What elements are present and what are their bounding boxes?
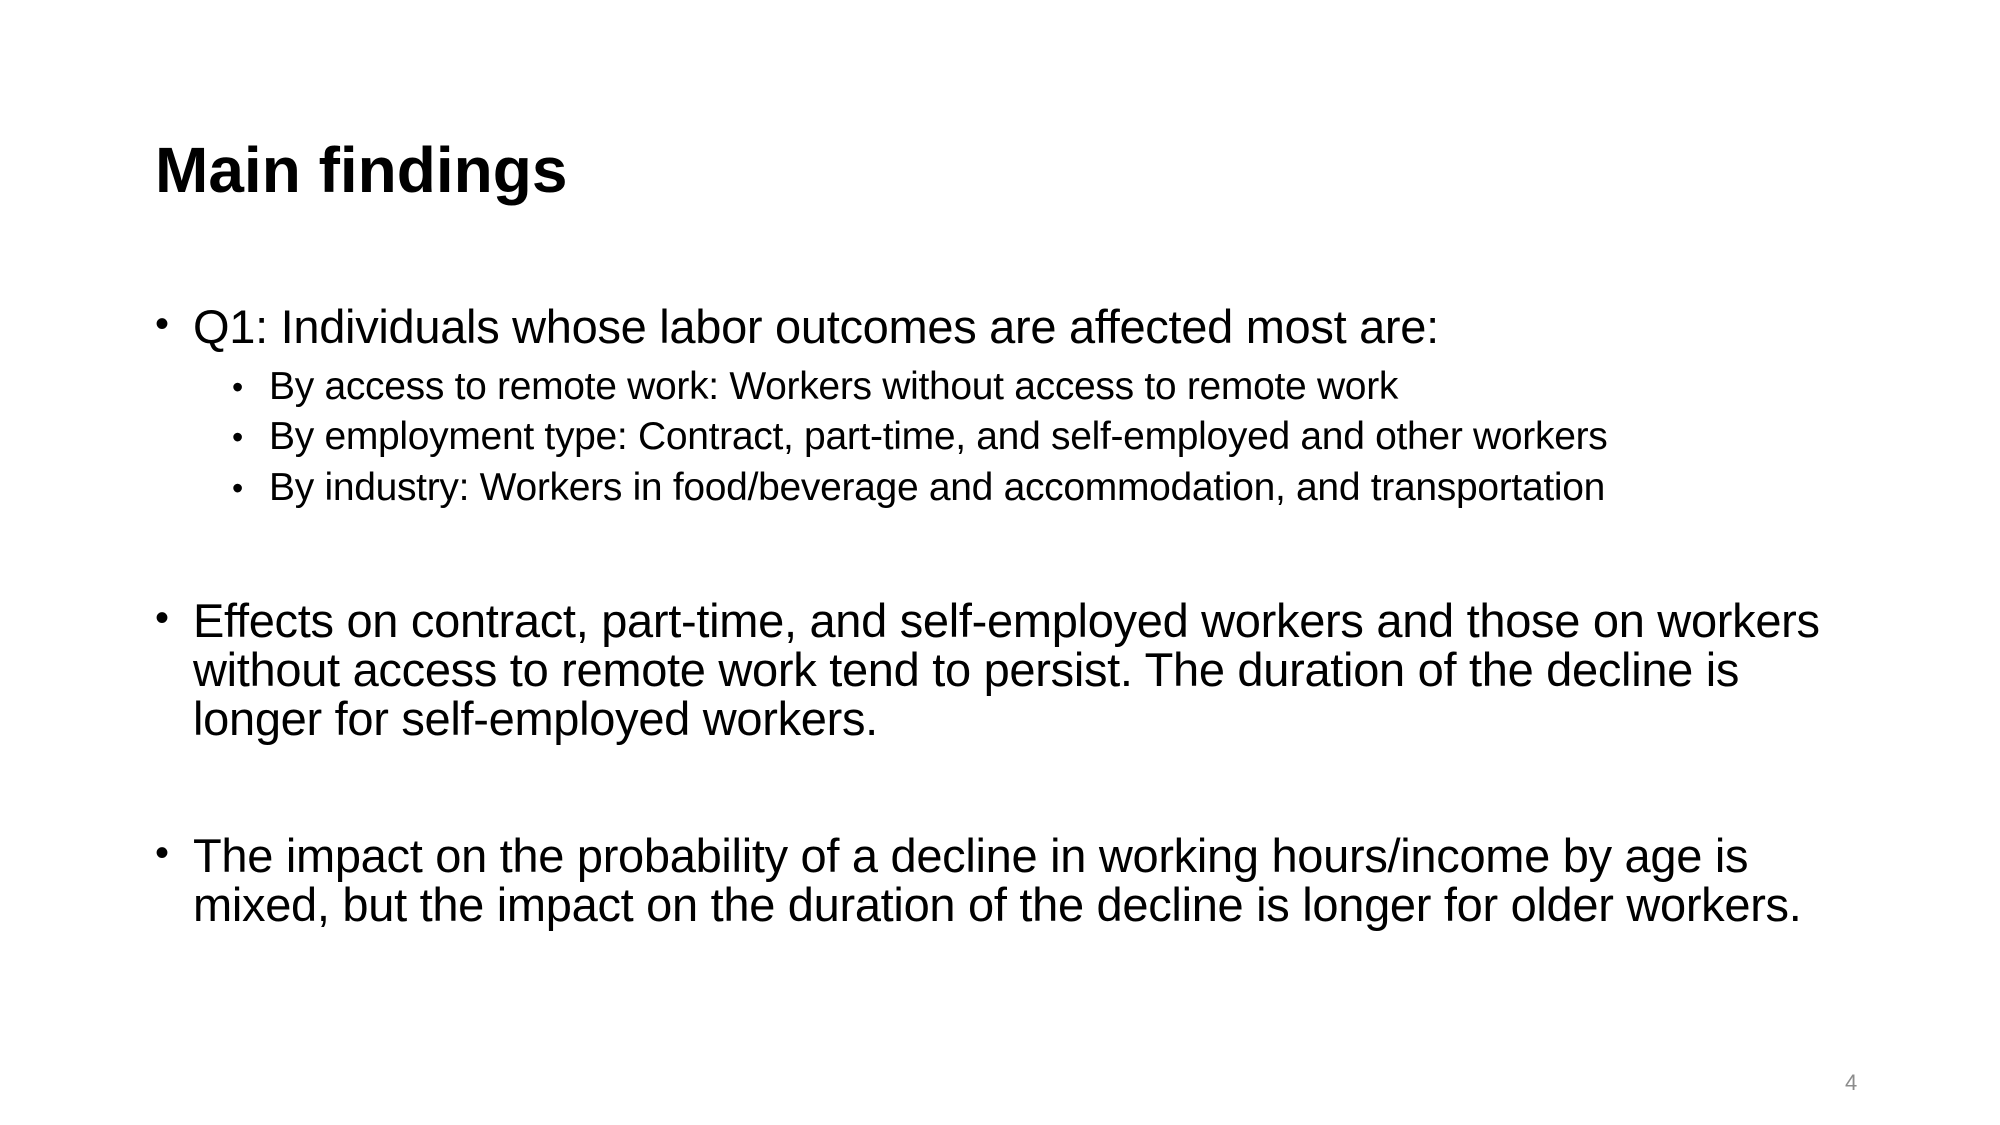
sub-bullet-text: By employment type: Contract, part-time, and self-employed and other workers — [269, 415, 1608, 458]
bullet-item-age — [155, 831, 1875, 929]
sub-bullet-item-employment-type — [232, 412, 1872, 462]
bullet-dot-icon: • — [155, 596, 170, 640]
bullet-item-persistence — [155, 596, 1875, 743]
bullet-text: The impact on the probability of a decline in working hours/income by age is mixed, but the impact on the duration of the decline is longer for older workers. — [193, 829, 1802, 931]
sub-bullet-item-remote-work — [232, 362, 1872, 412]
slide-title: Main findings — [155, 134, 568, 206]
bullet-text: Effects on contract, part-time, and self-employed workers and those on workers without access to remote work tend to persist. The duration of the decline is longer for self-employed workers. — [193, 594, 1820, 745]
sub-bullet-text: By access to remote work: Workers without access to remote work — [269, 365, 1399, 408]
sub-bullet-text: By industry: Workers in food/beverage and accommodation, and transportation — [269, 466, 1606, 509]
sub-bullet-item-industry — [232, 463, 1872, 513]
bullet-item-q1 — [155, 302, 1875, 351]
bullet-dot-icon: • — [155, 302, 170, 346]
sub-bullet-dot-icon: • — [232, 369, 244, 405]
sub-bullet-dot-icon: • — [232, 419, 244, 455]
page-number: 4 — [1845, 1070, 1858, 1095]
sub-bullet-dot-icon: • — [232, 470, 244, 506]
bullet-dot-icon: • — [155, 831, 170, 875]
bullet-text: Q1: Individuals whose labor outcomes are affected most are: — [193, 300, 1439, 353]
